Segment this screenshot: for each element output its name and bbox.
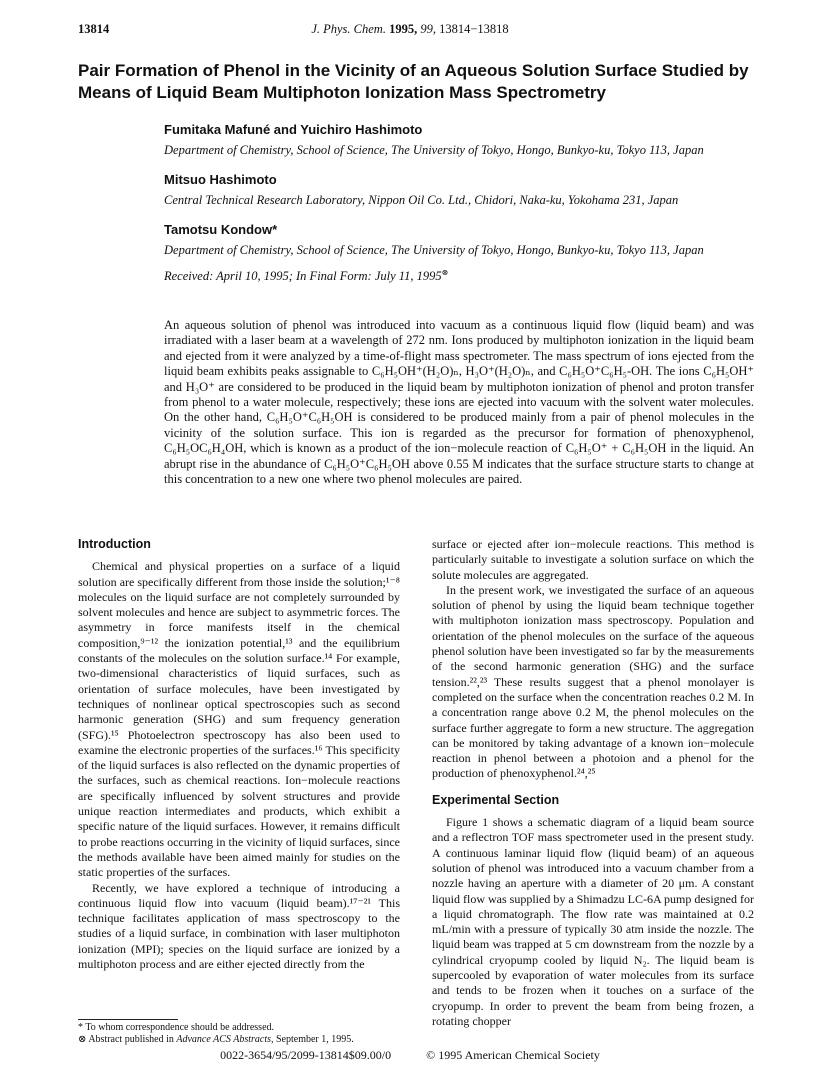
- author-group-3: [164, 222, 754, 258]
- page-number: 13814: [78, 22, 110, 36]
- received-dates: [164, 268, 754, 284]
- abstract-text: An aqueous solution of phenol was introduced into vacuum as a continuous liquid flow (liquid beam) and was irradiated with a laser beam at a wavelength of 272 nm. Ions produced by multiphoton ionization in the liquid beam and ejected from it were analyzed by a time-of-flight mass spectrometer. The mass spectrum of ions ejected from the liquid beam exhibits peaks assignable to C₆H₅OH⁺(H₂O)ₙ, H₃O⁺(H₂O)ₙ, and C₆H₅O⁺C₆H₅-OH. The ions C₆H₅OH⁺ and H₃O⁺ are considered to be produced in the liquid beam by multiphoton ionization of phenol and proton transfer from phenol to a water molecule, respectively; these ions are ejected into vacuum with the solvent water molecules. On the other hand, C₆H₅O⁺C₆H₅OH is considered to be produced mainly from a pair of phenol molecules in the vicinity of the solution surface. This ion is regarded as the precursor for formation of phenoxyphenol, C₆H₅OC₆H₄OH, which is known as a product of the ion−molecule reaction of C₆H₅O⁺ + C₆H₅OH in the liquid. An abrupt rise in the abundance of C₆H₅O⁺C₆H₅OH above 0.55 M indicates that the surface structure starts to change at this concentration to a new one where two phenol molecules are paired.: [164, 318, 754, 487]
- abstract: [164, 318, 754, 487]
- experimental-paragraph-1: Figure 1 shows a schematic diagram of a liquid beam source and a reflectron TOF mass spectrometer used in the present study. A continuous laminar liquid flow (liquid beam) of an aqueous solution of phenol was introduced into a vacuum chamber from a nozzle having an aperture with a diameter of 20 μm. A constant liquid flow was supplied by a Shimadzu LC-6A pump designed for a liquid chromatograph. The flow rate was maintained at 0.2 mL/min with a pressure of typically 30 atm inside the nozzle. The liquid beam was trapped at 5 cm downstream from the nozzle by a cylindrical cryopump cooled by liquid N₂. The liquid beam is supercooled by evaporation of water molecules from its surface and tends to be frozen when it touches on a surface of the cryopump. In order to prevent the beam from being frozen, a rotating chopper: [432, 815, 754, 1028]
- left-column: [78, 537, 400, 972]
- author-group-2: [164, 172, 754, 208]
- author-names: Fumitaka Mafuné and Yuichiro Hashimoto: [164, 122, 423, 137]
- journal-year: 1995,: [389, 22, 418, 36]
- page-footer: [78, 1048, 742, 1063]
- intro-paragraph-2: Recently, we have explored a technique of introducing a continuous liquid flow into vacuum (liquid beam).¹⁷⁻²¹ This technique facilitates application of mass spectroscopy to the studies of a liquid surface, in combination with laser multiphoton ionization (MPI); species on the liquid surface are ionized by a multiphoton process and are either ejected directly from the: [78, 880, 400, 972]
- affiliation: Department of Chemistry, School of Science, The University of Tokyo, Hongo, Bunkyo-ku, Tokyo 113, Japan: [164, 143, 704, 157]
- affiliation: Central Technical Research Laboratory, Nippon Oil Co. Ltd., Chidori, Naka-ku, Yokohama 231, Japan: [164, 193, 679, 207]
- affiliation: Department of Chemistry, School of Science, The University of Tokyo, Hongo, Bunkyo-ku, Tokyo 113, Japan: [164, 243, 704, 257]
- footnote-correspondence: * To whom correspondence should be addressed.: [78, 1022, 275, 1033]
- journal-name: J. Phys. Chem.: [311, 22, 386, 36]
- authors-block: [164, 122, 754, 284]
- article-title: Pair Formation of Phenol in the Vicinity of an Aqueous Solution Surface Studied by Means of Liquid Beam Multiphoton Ionization Mass Spectrometry: [78, 61, 749, 102]
- article-code: 0022-3654/95/2099-13814$09.00/0: [220, 1048, 392, 1062]
- intro-paragraph-3: In the present work, we investigated the surface of an aqueous solution of phenol by using the liquid beam technique together with multiphoton ionization mass spectroscopy. Population and orientation of the phenol molecules on the surface of the aqueous phenol solution have been investigated so far by the measurements of the second harmonic generation (SHG) and the surface tension.²²,²³ These results suggest that a phenol monolayer is completed on the surface when the concentration reaches 0.2 M. In a concentration range above 0.2 M, the phenol molecules on the surface further aggregate to form a new structure. The aggregation can be monitored by taking advantage of a known ion−molecule reaction in phenol between a photoion and a phenol for the production of phenoxyphenol.²⁴,²⁵: [432, 582, 754, 781]
- author-group-1: [164, 122, 754, 158]
- author-names: Tamotsu Kondow*: [164, 222, 278, 237]
- footnote-abstract: [78, 1034, 400, 1046]
- intro-paragraph-1: Chemical and physical properties on a surface of a liquid solution are specifically different from those inside the solution;¹⁻⁸ molecules on the liquid surface are not completely surrounded by solvent molecules and hence are subject to asymmetric forces. The asymmetry in force manifests itself in the chemical composition,⁹⁻¹² the ionization potential,¹³ and the equilibrium constants of the molecules on the solution surface.¹⁴ For example, two-dimensional characteristics of liquid surfaces, such as orientation of surface molecules, have been investigated by techniques of nonlinear optical spectroscopies such as second harmonic generation (SHG) and sum frequency generation (SFG).¹⁵ Photoelectron spectroscopy has also been used to examine the electronic properties of the surfaces.¹⁶ This specificity of the liquid surfaces is also reflected on the dynamic properties of the surfaces, such as chemical reactions. Ion−molecule reactions are specifically influenced by solvent structures and provide unique reaction intermediates and products, which exhibit a specific nature of the liquid surfaces. However, it remains difficult to probe reactions occurring in the vicinity of liquid surfaces, since the methods available have been aimed mainly for studies on the static properties of the surfaces.: [78, 559, 400, 880]
- experimental-heading: Experimental Section: [432, 792, 560, 807]
- author-names: Mitsuo Hashimoto: [164, 172, 277, 187]
- received-text: Received: April 10, 1995; In Final Form: July 11, 1995: [164, 269, 442, 284]
- journal-pages: 13814−13818: [439, 22, 509, 36]
- received-mark: ⊗: [441, 268, 449, 277]
- right-column: [432, 537, 754, 1029]
- copyright: © 1995 American Chemical Society: [426, 1048, 600, 1062]
- footnote-abstract-date: September 1, 1995.: [276, 1034, 354, 1045]
- intro-paragraph-continued: surface or ejected after ion−molecule reactions. This method is particularly suitable to investigate a solution surface on which the solute molecules are aggregated.: [432, 537, 754, 582]
- footnote-abstract-source: Advance ACS Abstracts,: [176, 1034, 274, 1045]
- footnotes: [78, 1022, 400, 1046]
- running-head: [78, 22, 742, 38]
- journal-reference: [78, 22, 742, 37]
- journal-volume: 99,: [420, 22, 436, 36]
- footnote-abstract-prefix: ⊗ Abstract published in: [78, 1034, 174, 1045]
- footnote-divider: [78, 1019, 178, 1020]
- introduction-heading: Introduction: [78, 537, 151, 551]
